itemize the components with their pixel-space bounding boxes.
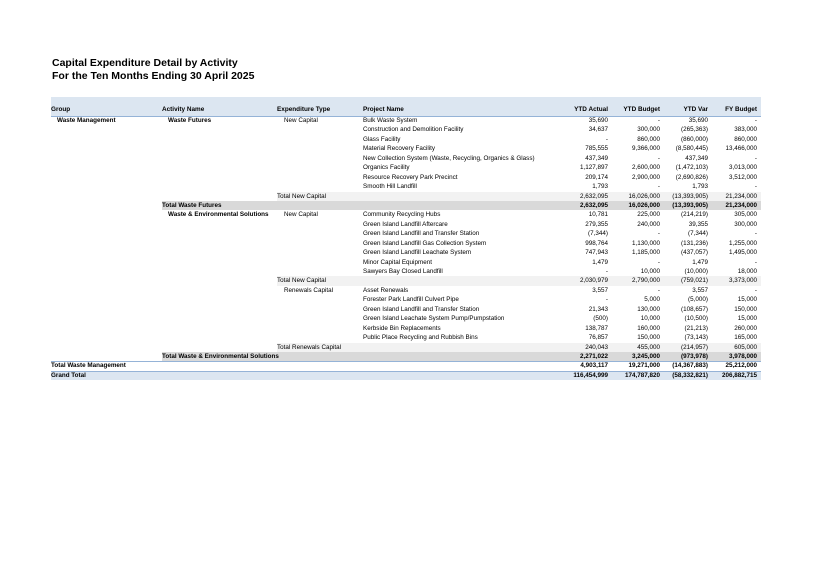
ytd-actual-value: 437,349 (585, 154, 608, 162)
ytd-var-value: (5,000) (688, 296, 708, 304)
ytd-budget-value: 225,000 (637, 211, 660, 219)
ytd-budget-value: 3,245,000 (631, 352, 660, 360)
ytd-var-value: (10,000) (684, 268, 708, 275)
ytd-budget-value: 9,366,000 (631, 145, 660, 153)
ytd-budget-value: 2,790,000 (631, 277, 660, 285)
subtotal-label: Total New Capital (277, 192, 326, 200)
fy-budget-value: - (754, 286, 757, 294)
ytd-actual-value: 209,174 (585, 173, 608, 181)
ytd-actual-value: 10,781 (588, 211, 608, 219)
ytd-budget-value: 160,000 (637, 324, 660, 332)
fy-budget-value: - (754, 230, 757, 238)
activity-total-label: Total Waste Futures (162, 201, 222, 209)
table-header (51, 97, 761, 117)
table-row (51, 182, 761, 191)
ytd-budget-value: 174,787,820 (624, 371, 660, 379)
ytd-budget-value: 150,000 (637, 334, 660, 342)
ytd-budget-value: 860,000 (637, 135, 660, 143)
fy-budget-value: 25,212,000 (725, 362, 757, 370)
subtotal-label: Total Renewals Capital (277, 343, 342, 351)
ytd-budget-value: 19,271,000 (628, 362, 660, 370)
report-title: Capital Expenditure Detail by Activity (52, 57, 238, 69)
ytd-actual-value: 747,943 (585, 249, 608, 257)
project-name: Forester Park Landfill Culvert Pipe (363, 296, 459, 304)
project-name: Glass Facility (363, 135, 401, 143)
column-header-expenditure-type[interactable]: Expenditure Type (277, 106, 331, 113)
ytd-budget-value: 2,600,000 (631, 164, 660, 172)
ytd-budget-value: 16,026,000 (628, 201, 660, 209)
ytd-budget-value: 240,000 (637, 220, 660, 228)
ytd-budget-value: - (657, 183, 660, 191)
ytd-var-value: (58,332,821) (672, 371, 708, 379)
ytd-var-value: (13,393,905) (672, 201, 708, 209)
ytd-budget-value: 1,185,000 (631, 249, 660, 257)
ytd-actual-value: 1,479 (592, 258, 608, 266)
activity-name: Waste & Environmental Solutions (168, 211, 269, 219)
ytd-var-value: 437,349 (685, 154, 708, 162)
ytd-budget-value: 1,130,000 (631, 239, 660, 247)
project-name: Green Island Leachate System Pump/Pumpstation (363, 315, 505, 323)
ytd-actual-value: 138,787 (585, 324, 608, 332)
ytd-var-value: 35,690 (688, 117, 708, 124)
ytd-var-value: 39,355 (688, 220, 708, 228)
fy-budget-value: 18,000 (737, 268, 757, 275)
group-total-row (51, 361, 761, 370)
table-row (51, 229, 761, 238)
ytd-actual-value: 785,555 (585, 145, 608, 153)
expenditure-type: New Capital (284, 117, 318, 124)
table-row (51, 116, 761, 125)
fy-budget-value: 305,000 (734, 211, 757, 219)
activity-total-row (51, 352, 761, 361)
project-name: Kerbside Bin Replacements (363, 324, 441, 332)
ytd-var-value: (13,393,905) (672, 192, 708, 200)
ytd-budget-value: - (657, 154, 660, 162)
ytd-var-value: (860,000) (681, 135, 708, 143)
ytd-var-value: (14,367,883) (672, 362, 708, 370)
activity-name: Waste Futures (168, 117, 212, 124)
project-name: Green Island Landfill Gas Collection System (363, 239, 487, 247)
ytd-actual-value: 34,637 (588, 126, 608, 134)
ytd-actual-value: 35,690 (588, 117, 608, 124)
ytd-var-value: (759,021) (681, 277, 708, 285)
ytd-var-value: (73,143) (684, 334, 708, 342)
ytd-var-value: (214,219) (681, 211, 708, 219)
ytd-actual-value: 2,632,095 (579, 201, 608, 209)
ytd-actual-value: 279,355 (585, 220, 608, 228)
report-subtitle: For the Ten Months Ending 30 April 2025 (52, 70, 255, 82)
fy-budget-value: 15,000 (737, 296, 757, 304)
project-name: Smooth Hill Landfill (363, 183, 417, 191)
column-header-activity[interactable]: Activity Name (162, 106, 205, 113)
fy-budget-value: 605,000 (734, 343, 757, 351)
ytd-actual-value: 21,343 (588, 305, 608, 313)
table-row (51, 324, 761, 333)
table-row (51, 295, 761, 304)
column-header-ytd-var[interactable]: YTD Var (683, 106, 708, 113)
table-row (51, 154, 761, 163)
ytd-actual-value: - (605, 268, 608, 275)
fy-budget-value: 150,000 (734, 305, 757, 313)
project-name: Public Place Recycling and Rubbish Bins (363, 334, 478, 342)
project-name: Material Recovery Facility (363, 145, 436, 153)
ytd-var-value: (1,472,103) (675, 164, 708, 172)
fy-budget-value: 3,978,000 (728, 352, 757, 360)
ytd-budget-value: 130,000 (637, 305, 660, 313)
ytd-actual-value: (7,344) (588, 230, 608, 238)
ytd-budget-value: - (657, 117, 660, 124)
subtotal-row (51, 276, 761, 285)
project-name: Community Recycling Hubs (363, 211, 441, 219)
ytd-budget-value: 5,000 (644, 296, 660, 304)
ytd-var-value: (8,580,445) (675, 145, 708, 153)
project-name: Green Island Landfill and Transfer Station (363, 305, 480, 313)
ytd-actual-value: 2,271,022 (579, 352, 608, 360)
ytd-budget-value: 2,900,000 (631, 173, 660, 181)
project-name: Green Island Landfill Leachate System (363, 249, 472, 257)
ytd-actual-value: 2,030,979 (579, 277, 608, 285)
ytd-actual-value: 116,454,999 (573, 371, 608, 379)
group-total-label: Total Waste Management (51, 362, 126, 370)
fy-budget-value: 206,882,715 (721, 371, 757, 379)
subtotal-row (51, 343, 761, 352)
fy-budget-value: 1,495,000 (728, 249, 757, 257)
ytd-actual-value: (500) (593, 315, 608, 323)
fy-budget-value: 165,000 (734, 334, 757, 342)
column-header-ytd-budget[interactable]: YTD Budget (623, 106, 660, 113)
fy-budget-value: 260,000 (734, 324, 757, 332)
project-name: Bulk Waste System (363, 117, 418, 124)
fy-budget-value: 3,512,000 (728, 173, 757, 181)
fy-budget-value: 21,234,000 (725, 201, 757, 209)
activity-total-label: Total Waste & Environmental Solutions (162, 352, 279, 360)
ytd-var-value: 3,557 (692, 286, 708, 294)
ytd-actual-value: 76,857 (588, 334, 608, 342)
ytd-actual-value: 240,043 (585, 343, 608, 351)
table-row (51, 258, 761, 267)
fy-budget-value: 860,000 (734, 135, 757, 143)
column-header-project[interactable]: Project Name (363, 106, 404, 113)
project-name: Minor Capital Equipment (363, 258, 432, 266)
fy-budget-value: - (754, 258, 757, 266)
ytd-actual-value: 1,793 (592, 183, 608, 191)
ytd-budget-value: 10,000 (640, 315, 660, 323)
table-row (51, 125, 761, 134)
column-header-ytd-actual[interactable]: YTD Actual (574, 106, 608, 113)
fy-budget-value: 15,000 (737, 315, 757, 323)
fy-budget-value: 3,373,000 (728, 277, 757, 285)
table-row (51, 267, 761, 276)
fy-budget-value: - (754, 117, 757, 124)
ytd-var-value: (21,213) (684, 324, 708, 332)
table-row (51, 210, 761, 219)
fy-budget-value: 13,466,000 (725, 145, 757, 153)
ytd-var-value: (214,957) (681, 343, 708, 351)
project-name: Construction and Demolition Facility (363, 126, 464, 134)
table-row (51, 248, 761, 257)
table-row (51, 220, 761, 229)
table-row (51, 239, 761, 248)
table-row (51, 333, 761, 342)
project-name: Sawyers Bay Closed Landfill (363, 268, 443, 275)
ytd-actual-value: 2,632,095 (579, 192, 608, 200)
table-row (51, 163, 761, 172)
table-row (51, 314, 761, 323)
ytd-var-value: (437,057) (681, 249, 708, 257)
grand-total-label: Grand Total (51, 371, 86, 379)
group-name: Waste Management (57, 117, 116, 124)
ytd-var-value: (10,500) (684, 315, 708, 323)
grand-total-row (51, 371, 761, 380)
ytd-actual-value: 3,557 (592, 286, 608, 294)
ytd-budget-value: 300,000 (637, 126, 660, 134)
table-row (51, 286, 761, 295)
expenditure-type: New Capital (284, 211, 318, 219)
ytd-var-value: (131,236) (681, 239, 708, 247)
ytd-actual-value: 4,903,117 (580, 362, 608, 370)
project-name: Organics Facility (363, 164, 410, 172)
ytd-budget-value: 16,026,000 (628, 192, 660, 200)
ytd-actual-value: 1,127,897 (579, 164, 608, 172)
ytd-actual-value: 998,764 (585, 239, 608, 247)
project-name: Resource Recovery Park Precinct (363, 173, 458, 181)
ytd-budget-value: 455,000 (637, 343, 660, 351)
ytd-var-value: (973,978) (681, 352, 708, 360)
table-row (51, 173, 761, 182)
fy-budget-value: - (754, 154, 757, 162)
ytd-actual-value: - (605, 135, 608, 143)
ytd-budget-value: - (657, 230, 660, 238)
project-name: Green Island Landfill and Transfer Station (363, 230, 480, 238)
subtotal-row (51, 192, 761, 201)
subtotal-label: Total New Capital (277, 277, 326, 285)
ytd-budget-value: - (657, 258, 660, 266)
column-header-group[interactable]: Group (51, 106, 71, 113)
expenditure-type: Renewals Capital (284, 286, 334, 294)
fy-budget-value: 1,255,000 (728, 239, 757, 247)
table-row (51, 305, 761, 314)
project-name: Asset Renewals (363, 286, 409, 294)
ytd-budget-value: - (657, 286, 660, 294)
activity-total-row (51, 201, 761, 210)
ytd-var-value: (2,690,826) (675, 173, 708, 181)
fy-budget-value: 3,013,000 (728, 164, 757, 172)
table-row (51, 144, 761, 153)
ytd-var-value: 1,793 (692, 183, 708, 191)
ytd-var-value: (108,657) (681, 305, 708, 313)
fy-budget-value: 383,000 (734, 126, 757, 134)
table-body (51, 116, 761, 380)
table-row (51, 135, 761, 144)
ytd-budget-value: 10,000 (640, 268, 660, 275)
ytd-actual-value: - (605, 296, 608, 304)
ytd-var-value: 1,479 (692, 258, 708, 266)
project-name: New Collection System (Waste, Recycling, Organics & Glass) (363, 154, 535, 162)
column-header-fy-budget[interactable]: FY Budget (725, 106, 757, 113)
fy-budget-value: 300,000 (734, 220, 757, 228)
ytd-var-value: (265,363) (681, 126, 708, 134)
project-name: Green Island Landfill Aftercare (363, 220, 448, 228)
fy-budget-value: - (754, 183, 757, 191)
fy-budget-value: 21,234,000 (725, 192, 757, 200)
ytd-var-value: (7,344) (688, 230, 708, 238)
